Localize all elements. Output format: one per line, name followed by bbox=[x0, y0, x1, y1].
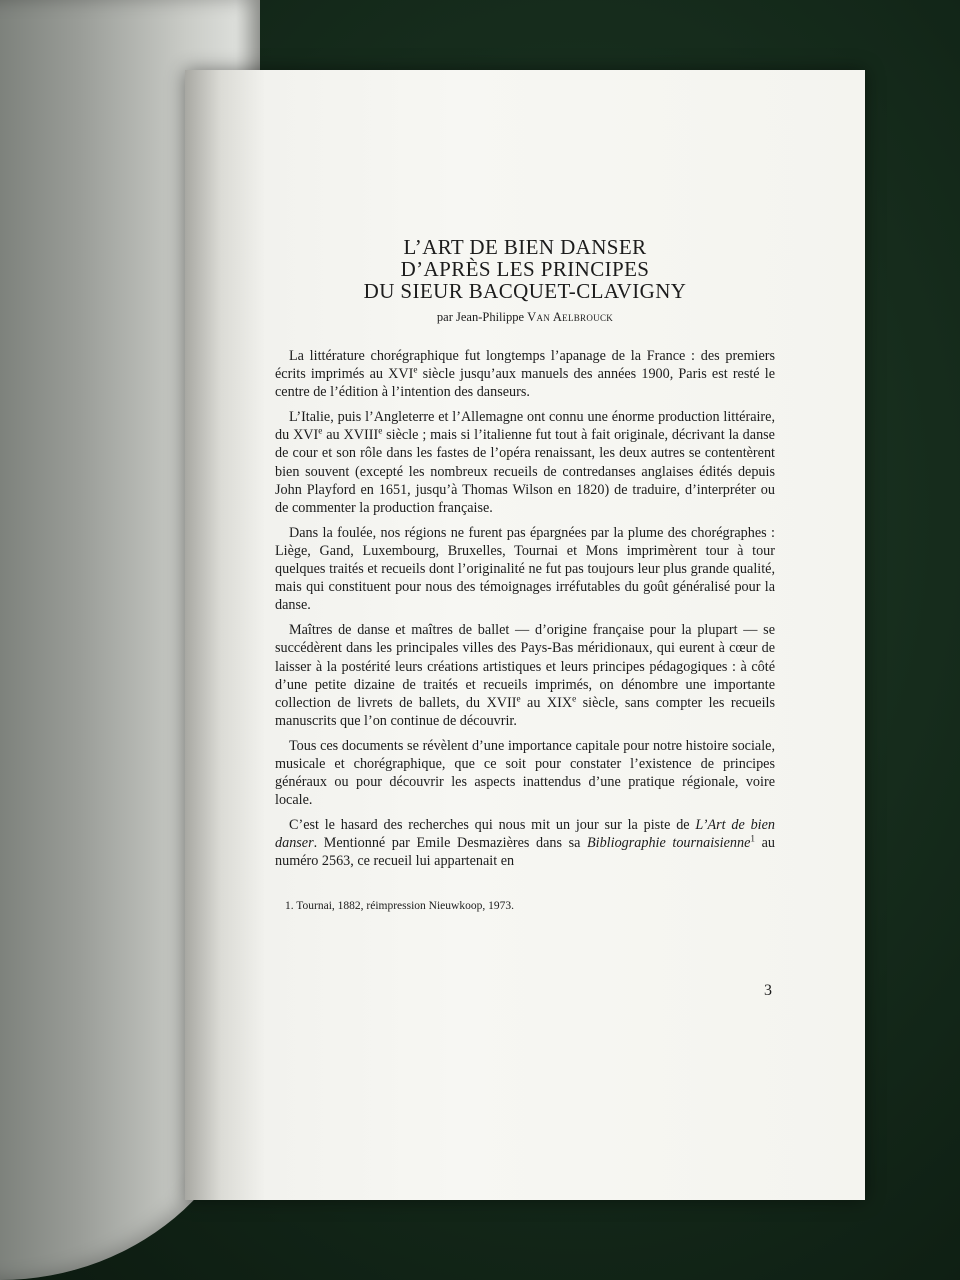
paragraph-4 bbox=[275, 621, 775, 730]
title-line-1: L’ART DE BIEN DANSER bbox=[403, 235, 647, 259]
paragraph-6 bbox=[275, 816, 775, 870]
paragraph-text: La littérature chorégraphique fut longtemps l’apanage de la France : des premiers écrits imprimés au bbox=[275, 348, 775, 383]
paragraph-3 bbox=[275, 524, 775, 614]
paragraph-text: au bbox=[322, 427, 344, 444]
footnote-reference: 1 bbox=[750, 833, 756, 844]
book-title-italic: L’Art de bien danser bbox=[275, 817, 775, 852]
byline-prefix: par Jean-Philippe bbox=[436, 310, 525, 324]
superscript: e bbox=[413, 364, 418, 375]
byline bbox=[275, 310, 775, 325]
paragraph-1 bbox=[275, 347, 775, 401]
footnote: 1. Tournai, 1882, réimpression Nieuwkoop, 1973. bbox=[285, 899, 514, 912]
article-title bbox=[275, 236, 775, 302]
paragraph-text: L’Italie, puis l’Angleterre et l’Allemagne ont connu une énorme production littéraire, du bbox=[275, 409, 775, 444]
superscript: e bbox=[572, 692, 577, 703]
paragraph-text: C’est le hasard des recherches qui nous mit un jour sur la piste de bbox=[289, 817, 696, 834]
title-line-2: D’APRÈS LES PRINCIPES bbox=[400, 257, 650, 281]
paragraph-text: Dans la foulée, nos régions ne furent pas épargnées par la plume des chorégraphes : Liège, Gand, Luxembourg, Bruxelles, Tournai et Mons imprimèrent tour à tour quelques traités et recueils dont l’originalité ne fut pas toujours leur plus grande qualité, mais qui constituent pour nous des témoignages irréfutables du goût généralisé pour la danse. bbox=[275, 524, 775, 614]
century-numeral: XVI bbox=[388, 366, 414, 383]
paragraph-text: Maîtres de danse et maîtres de ballet — d’origine française pour la plupart — se succédèrent dans les principales villes des Pays-Bas méridionaux, qui eurent à cœur de laisser à la postérité leurs créations artistiques et leurs principes pédagogiques : à côté d’une petite dizaine de traités et recueils imprimés, on dénombre une importante collection de livrets de ballets, du bbox=[275, 622, 775, 711]
paragraph-text: au numéro 2563, ce recueil lui appartenait en bbox=[275, 835, 775, 870]
superscript: e bbox=[318, 425, 323, 436]
paragraph-text: Tous ces documents se révèlent d’une importance capitale pour notre histoire sociale, musicale et chorégraphique, que ce soit pour constater l’existence de principes généraux ou pour découvrir les aspects inattendus d’une pratique régionale, voire locale. bbox=[275, 737, 775, 809]
gutter-shadow bbox=[185, 70, 265, 1200]
page-text-block bbox=[275, 236, 775, 913]
paragraph-text: siècle, sans compter les recueils manuscrits que l’on continue de découvrir. bbox=[275, 694, 775, 729]
superscript: e bbox=[378, 425, 383, 436]
article-body bbox=[275, 347, 775, 871]
paragraph-text: siècle jusqu’aux manuels des années 1900, Paris est resté le centre de l’édition à l’intention des danseurs. bbox=[275, 366, 775, 401]
paragraph-text: siècle ; mais si l’italienne fut tout à fait originale, décrivant la danse de cour et son rôle dans les fastes de l’opéra renaissant, les deux autres se contentèrent bien souvent (excepté les nombreux recueils de contredanses anglaises édités depuis John Playford en 1651, jusqu’à Thomas Wilson en 1820) de traduire, d’interpréter ou de commenter la production française. bbox=[275, 427, 775, 516]
bibliography-title-italic: Bibliographie tournaisienne bbox=[586, 835, 751, 852]
century-numeral: XVI bbox=[293, 427, 319, 444]
paragraph-text: au bbox=[520, 694, 547, 711]
page-number: 3 bbox=[764, 982, 772, 999]
footnote-spacer bbox=[275, 871, 775, 899]
superscript: e bbox=[516, 692, 521, 703]
author-name: Van Aelbrouck bbox=[527, 310, 614, 324]
title-line-3: DU SIEUR BACQUET-CLAVIGNY bbox=[363, 279, 687, 303]
paragraph-5 bbox=[275, 737, 775, 809]
century-numeral: XVIII bbox=[343, 427, 379, 444]
century-numeral: XVII bbox=[486, 694, 517, 711]
paragraph-2 bbox=[275, 408, 775, 517]
century-numeral: XIX bbox=[546, 694, 573, 711]
paragraph-text: . Mentionné par Emile Desmazières dans sa bbox=[313, 835, 587, 852]
